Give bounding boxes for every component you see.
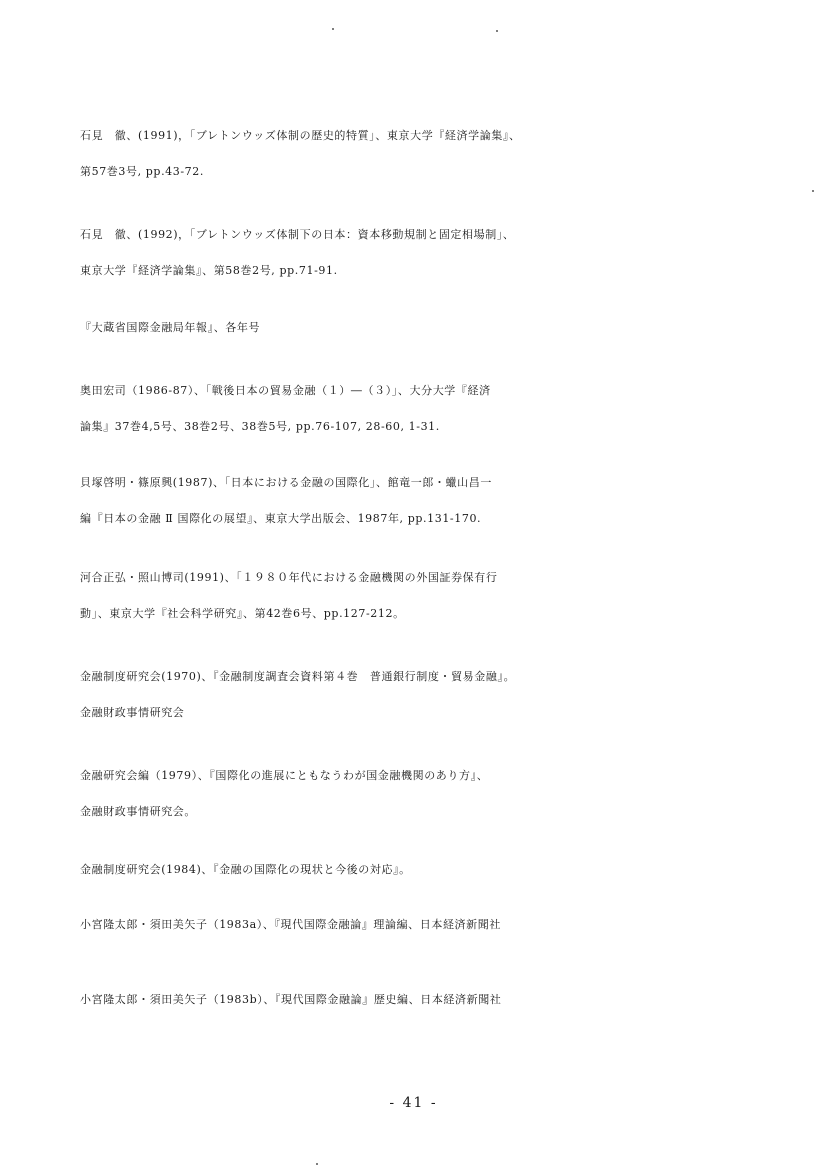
scan-speck (332, 28, 334, 30)
reference-line: 金融研究会編（1979）、『国際化の進展にともなうわが国金融機関のあり方』、 (80, 769, 489, 782)
reference-line: 編『日本の金融 Ⅱ 国際化の展望』、東京大学出版会、1987年, pp.131-170. (80, 512, 482, 525)
scan-speck (812, 190, 814, 192)
reference-line: 動」、東京大学『社会科学研究』、第42巻6号、pp.127-212。 (80, 607, 405, 620)
reference-entry (80, 126, 785, 182)
reference-line: 金融制度研究会(1984)、『金融の国際化の現状と今後の対応』。 (80, 863, 411, 876)
reference-line: 金融財政事情研究会 (80, 706, 185, 719)
reference-entry (80, 568, 785, 624)
reference-entry (80, 860, 785, 880)
reference-line: 金融財政事情研究会。 (80, 805, 196, 818)
reference-entry (80, 473, 785, 529)
reference-line: 金融制度研究会(1970)、『金融制度調査会資料第４巻 普通銀行制度・貿易金融』。 (80, 670, 516, 683)
reference-entry (80, 766, 785, 822)
reference-entry (80, 915, 785, 935)
reference-line: 第57巻3号, pp.43-72. (80, 165, 204, 178)
reference-line: 東京大学『経済学論集』、第58巻2号, pp.71-91. (80, 264, 338, 277)
reference-line: 論集』37巻4,5号、38巻2号、38巻5号, pp.76-107, 28-60, 1-31. (80, 420, 440, 433)
scan-speck (496, 30, 498, 32)
reference-line: 石見 徹、(1992)，「ブレトンウッズ体制下の日本：資本移動規制と固定相場制」、 (80, 228, 515, 241)
reference-entry (80, 381, 785, 437)
scan-speck (316, 1163, 318, 1165)
reference-entry (80, 318, 785, 338)
reference-entry (80, 225, 785, 281)
page-number: - 41 - (389, 1095, 438, 1111)
reference-line: 河合正弘・照山博司(1991)、「１９８０年代における金融機関の外国証券保有行 (80, 571, 498, 584)
reference-line: 奥田宏司（1986-87）、「戦後日本の貿易金融（１）―（３）」、大分大学『経済 (80, 384, 491, 397)
reference-line: 『大蔵省国際金融局年報』、各年号 (80, 321, 261, 334)
reference-line: 貝塚啓明・篠原興(1987)、「日本における金融の国際化」、館竜一郎・蠟山昌一 (80, 476, 492, 489)
reference-line: 石見 徹、(1991)，「ブレトンウッズ体制の歴史的特質」、東京大学『経済学論集』、 (80, 129, 521, 142)
reference-line: 小宮隆太郎・須田美矢子（1983b）、『現代国際金融論』歴史編、日本経済新聞社 (80, 993, 502, 1006)
reference-entry (80, 990, 785, 1010)
reference-line: 小宮隆太郎・須田美矢子（1983a）、『現代国際金融論』理論編、日本経済新聞社 (80, 918, 501, 931)
reference-entry (80, 667, 785, 723)
